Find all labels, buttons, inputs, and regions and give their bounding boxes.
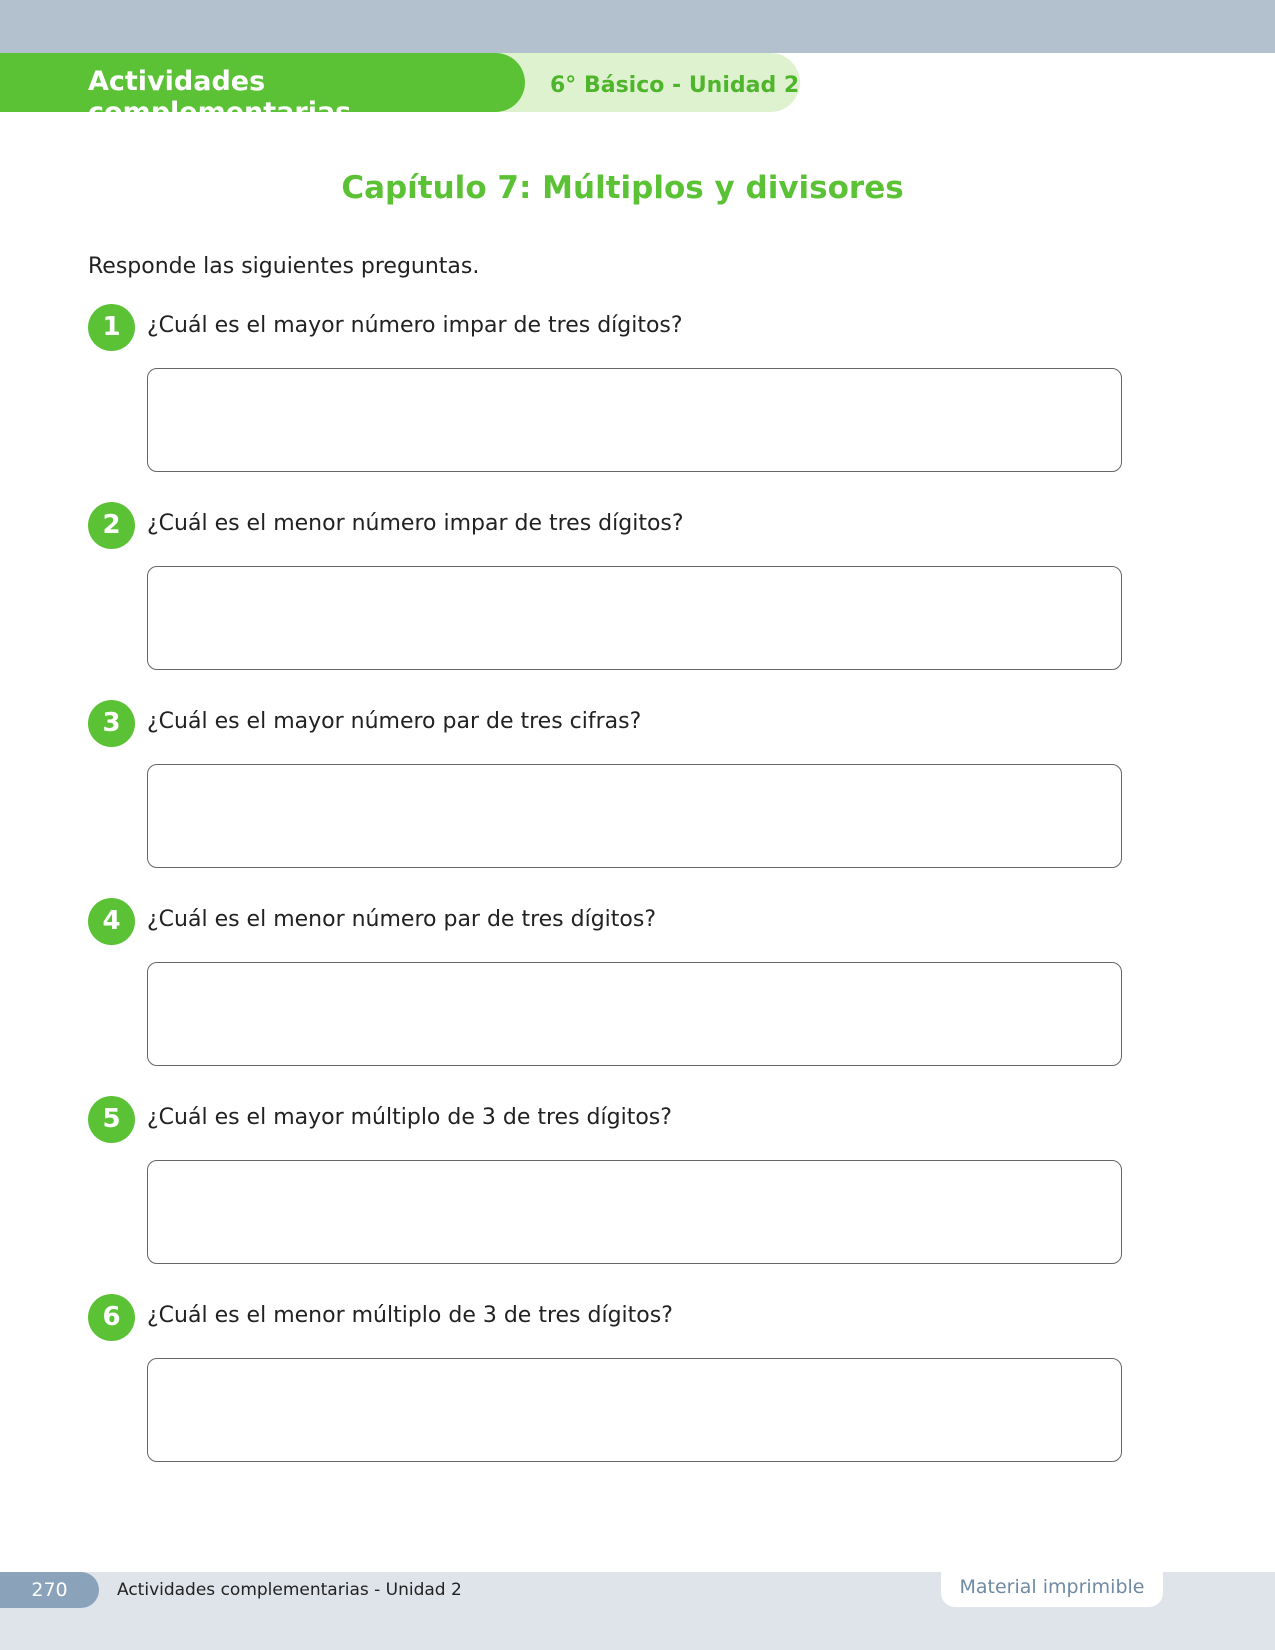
question-text: ¿Cuál es el menor múltiplo de 3 de tres dígitos? — [147, 1303, 673, 1328]
page-number: 270 — [0, 1572, 99, 1608]
level-label: 6° Básico - Unidad 2 — [550, 73, 800, 98]
question-number: 4 — [88, 898, 135, 945]
question-number: 3 — [88, 700, 135, 747]
question-number: 6 — [88, 1294, 135, 1341]
question-text: ¿Cuál es el mayor múltiplo de 3 de tres dígitos? — [147, 1105, 672, 1130]
answer-box[interactable] — [147, 764, 1122, 868]
question-number: 5 — [88, 1096, 135, 1143]
answer-box[interactable] — [147, 368, 1122, 472]
section-label: Actividades complementarias — [88, 66, 352, 128]
footer-text: Actividades complementarias - Unidad 2 — [117, 1580, 462, 1600]
page-title: Capítulo 7: Múltiplos y divisores — [341, 170, 904, 206]
question-text: ¿Cuál es el menor número par de tres dígitos? — [147, 907, 657, 932]
instructions: Responde las siguientes preguntas. — [88, 254, 480, 279]
printable-tag: Material imprimible — [941, 1572, 1163, 1607]
top-band — [0, 0, 1275, 53]
answer-box[interactable] — [147, 566, 1122, 670]
answer-box[interactable] — [147, 962, 1122, 1066]
question-number: 2 — [88, 502, 135, 549]
answer-box[interactable] — [147, 1358, 1122, 1462]
section-tab — [0, 53, 525, 128]
question-text: ¿Cuál es el mayor número impar de tres dígitos? — [147, 313, 683, 338]
question-text: ¿Cuál es el mayor número par de tres cifras? — [147, 709, 642, 734]
question-text: ¿Cuál es el menor número impar de tres dígitos? — [147, 511, 684, 536]
answer-box[interactable] — [147, 1160, 1122, 1264]
question-number: 1 — [88, 304, 135, 351]
